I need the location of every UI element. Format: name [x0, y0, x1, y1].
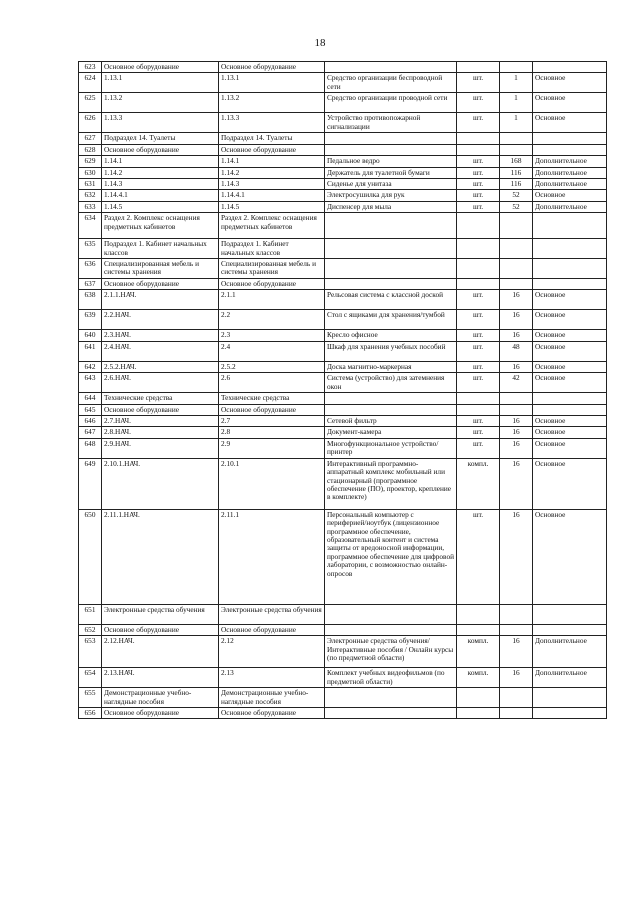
table-row	[79, 278, 607, 289]
type-cell	[533, 604, 607, 624]
type-cell: Основное	[533, 373, 607, 393]
code-cell: 1.13.3	[102, 113, 219, 133]
unit-cell: шт.	[457, 427, 500, 438]
type-cell: Основное	[533, 290, 607, 310]
unit-cell	[457, 144, 500, 155]
type-cell	[533, 239, 607, 259]
row-number: 652	[79, 624, 102, 635]
table-row	[79, 144, 607, 155]
type-cell: Основное	[533, 458, 607, 509]
quantity-cell	[500, 62, 533, 73]
code2-cell: 1.14.5	[219, 201, 325, 212]
table-row	[79, 668, 607, 688]
item-name-cell: Персональный компьютер с периферией/ноутбук (лицензионное программное обеспечение, образовательный контент и система защиты от вредоносной информации, программное обеспечение для цифровой лаборатории, с возможностью онлайн-опросов	[325, 509, 457, 604]
code-cell: 2.2.НАЧ.	[102, 310, 219, 330]
item-name-cell: Кресло офисное	[325, 330, 457, 341]
quantity-cell: 16	[500, 310, 533, 330]
unit-cell	[457, 604, 500, 624]
item-name-cell	[325, 133, 457, 144]
unit-cell: шт.	[457, 167, 500, 178]
code-cell: 1.14.5	[102, 201, 219, 212]
code2-cell: Подраздел 1. Кабинет начальных классов	[219, 239, 325, 259]
quantity-cell: 1	[500, 73, 533, 93]
unit-cell: шт.	[457, 201, 500, 212]
code2-cell: Раздел 2. Комплекс оснащения предметных кабинетов	[219, 213, 325, 239]
table-row	[79, 688, 607, 708]
type-cell	[533, 133, 607, 144]
type-cell	[533, 404, 607, 415]
unit-cell	[457, 213, 500, 239]
row-number: 631	[79, 179, 102, 190]
code2-cell: 2.2	[219, 310, 325, 330]
unit-cell	[457, 707, 500, 718]
unit-cell: шт.	[457, 113, 500, 133]
item-name-cell: Комплект учебных видеофильмов (по предметной области)	[325, 668, 457, 688]
unit-cell: шт.	[457, 310, 500, 330]
code2-cell: 2.7	[219, 415, 325, 426]
item-name-cell: Устройство противопожарной сигнализации	[325, 113, 457, 133]
code-cell: Подраздел 14. Туалеты	[102, 133, 219, 144]
code-cell: 2.13.НАЧ.	[102, 668, 219, 688]
code2-cell: Основное оборудование	[219, 144, 325, 155]
quantity-cell: 16	[500, 330, 533, 341]
item-name-cell	[325, 144, 457, 155]
unit-cell	[457, 688, 500, 708]
code2-cell: Технические средства	[219, 393, 325, 404]
item-name-cell	[325, 688, 457, 708]
table-row	[79, 113, 607, 133]
unit-cell: шт.	[457, 73, 500, 93]
item-name-cell	[325, 707, 457, 718]
table-row	[79, 438, 607, 458]
quantity-cell	[500, 278, 533, 289]
type-cell: Основное	[533, 310, 607, 330]
item-name-cell: Средство организации проводной сети	[325, 93, 457, 113]
item-name-cell: Документ-камера	[325, 427, 457, 438]
code2-cell: 2.11.1	[219, 509, 325, 604]
item-name-cell: Педальное ведро	[325, 156, 457, 167]
quantity-cell	[500, 624, 533, 635]
row-number: 642	[79, 361, 102, 372]
code-cell: Электронные средства обучения	[102, 604, 219, 624]
row-number: 655	[79, 688, 102, 708]
unit-cell: шт.	[457, 290, 500, 310]
unit-cell	[457, 393, 500, 404]
unit-cell	[457, 259, 500, 279]
quantity-cell: 16	[500, 290, 533, 310]
code2-cell: 1.14.3	[219, 179, 325, 190]
quantity-cell: 168	[500, 156, 533, 167]
code-cell: 1.14.2	[102, 167, 219, 178]
code-cell: Основное оборудование	[102, 707, 219, 718]
table-row	[79, 310, 607, 330]
row-number: 648	[79, 438, 102, 458]
type-cell: Основное	[533, 330, 607, 341]
row-number: 623	[79, 62, 102, 73]
code2-cell: Основное оборудование	[219, 278, 325, 289]
table-row	[79, 341, 607, 361]
row-number: 627	[79, 133, 102, 144]
unit-cell: шт.	[457, 415, 500, 426]
item-name-cell	[325, 624, 457, 635]
table-row	[79, 404, 607, 415]
row-number: 646	[79, 415, 102, 426]
table-row	[79, 509, 607, 604]
type-cell: Основное	[533, 113, 607, 133]
row-number: 640	[79, 330, 102, 341]
quantity-cell	[500, 259, 533, 279]
type-cell: Основное	[533, 427, 607, 438]
row-number: 656	[79, 707, 102, 718]
table-body	[79, 62, 607, 719]
table-row	[79, 73, 607, 93]
code2-cell: Основное оборудование	[219, 624, 325, 635]
type-cell	[533, 144, 607, 155]
unit-cell	[457, 278, 500, 289]
type-cell: Дополнительное	[533, 668, 607, 688]
code2-cell: Основное оборудование	[219, 62, 325, 73]
table-row	[79, 330, 607, 341]
unit-cell: шт.	[457, 93, 500, 113]
table-row	[79, 259, 607, 279]
quantity-cell: 16	[500, 438, 533, 458]
unit-cell: шт.	[457, 341, 500, 361]
row-number: 638	[79, 290, 102, 310]
table-row	[79, 179, 607, 190]
page-number: 18	[314, 37, 326, 49]
type-cell	[533, 62, 607, 73]
table-row	[79, 393, 607, 404]
table-row	[79, 373, 607, 393]
table-row	[79, 190, 607, 201]
quantity-cell	[500, 213, 533, 239]
quantity-cell: 1	[500, 93, 533, 113]
unit-cell	[457, 404, 500, 415]
equipment-table	[78, 61, 607, 719]
code2-cell: 2.10.1	[219, 458, 325, 509]
row-number: 626	[79, 113, 102, 133]
item-name-cell: Многофункциональное устройство/принтер	[325, 438, 457, 458]
unit-cell: шт.	[457, 156, 500, 167]
item-name-cell: Сетевой фильтр	[325, 415, 457, 426]
quantity-cell	[500, 144, 533, 155]
quantity-cell	[500, 404, 533, 415]
quantity-cell	[500, 133, 533, 144]
unit-cell: компл.	[457, 668, 500, 688]
code-cell: Раздел 2. Комплекс оснащения предметных кабинетов	[102, 213, 219, 239]
row-number: 628	[79, 144, 102, 155]
code-cell: Основное оборудование	[102, 624, 219, 635]
item-name-cell: Электросушилка для рук	[325, 190, 457, 201]
code-cell: Подраздел 1. Кабинет начальных классов	[102, 239, 219, 259]
row-number: 645	[79, 404, 102, 415]
code2-cell: 2.4	[219, 341, 325, 361]
quantity-cell	[500, 239, 533, 259]
unit-cell: шт.	[457, 361, 500, 372]
item-name-cell: Электронные средства обучения/Интерактивные пособия / Онлайн курсы (по предметной области)	[325, 636, 457, 668]
code-cell: 2.4.НАЧ.	[102, 341, 219, 361]
unit-cell: компл.	[457, 458, 500, 509]
row-number: 625	[79, 93, 102, 113]
item-name-cell	[325, 604, 457, 624]
quantity-cell: 52	[500, 201, 533, 212]
type-cell: Основное	[533, 415, 607, 426]
code-cell: Основное оборудование	[102, 278, 219, 289]
quantity-cell: 116	[500, 167, 533, 178]
row-number: 634	[79, 213, 102, 239]
code-cell: Основное оборудование	[102, 144, 219, 155]
quantity-cell: 16	[500, 427, 533, 438]
quantity-cell	[500, 688, 533, 708]
code-cell: Технические средства	[102, 393, 219, 404]
item-name-cell: Интерактивный программно-аппаратный комплекс мобильный или стационарный (программное обеспечение (ПО), проектор, крепление в комплекте)	[325, 458, 457, 509]
quantity-cell	[500, 393, 533, 404]
code-cell: Специализированная мебель и системы хранения	[102, 259, 219, 279]
row-number: 647	[79, 427, 102, 438]
quantity-cell: 16	[500, 458, 533, 509]
type-cell: Дополнительное	[533, 167, 607, 178]
table-row	[79, 415, 607, 426]
row-number: 641	[79, 341, 102, 361]
item-name-cell: Сиденье для унитаза	[325, 179, 457, 190]
unit-cell: шт.	[457, 509, 500, 604]
code2-cell: Демонстрационные учебно-наглядные пособия	[219, 688, 325, 708]
code-cell: Демонстрационные учебно-наглядные пособия	[102, 688, 219, 708]
code-cell: 2.6.НАЧ.	[102, 373, 219, 393]
quantity-cell: 16	[500, 668, 533, 688]
table-row	[79, 636, 607, 668]
code2-cell: 2.6	[219, 373, 325, 393]
row-number: 651	[79, 604, 102, 624]
code-cell: 2.7.НАЧ.	[102, 415, 219, 426]
code2-cell: 1.14.4.1	[219, 190, 325, 201]
table-row	[79, 156, 607, 167]
row-number: 636	[79, 259, 102, 279]
unit-cell: шт.	[457, 438, 500, 458]
code-cell: 1.14.3	[102, 179, 219, 190]
item-name-cell	[325, 393, 457, 404]
code-cell: 2.9.НАЧ.	[102, 438, 219, 458]
quantity-cell: 116	[500, 179, 533, 190]
code-cell: 2.3.НАЧ.	[102, 330, 219, 341]
item-name-cell	[325, 259, 457, 279]
type-cell	[533, 213, 607, 239]
quantity-cell	[500, 707, 533, 718]
code-cell: 1.14.1	[102, 156, 219, 167]
type-cell: Дополнительное	[533, 201, 607, 212]
code2-cell: 1.13.2	[219, 93, 325, 113]
code-cell: 1.13.1	[102, 73, 219, 93]
type-cell	[533, 688, 607, 708]
table-row	[79, 707, 607, 718]
code2-cell: Специализированная мебель и системы хранения	[219, 259, 325, 279]
type-cell: Дополнительное	[533, 636, 607, 668]
quantity-cell	[500, 604, 533, 624]
row-number: 653	[79, 636, 102, 668]
item-name-cell: Рельсовая система с классной доской	[325, 290, 457, 310]
code2-cell: 2.3	[219, 330, 325, 341]
type-cell: Дополнительное	[533, 156, 607, 167]
code2-cell: Основное оборудование	[219, 707, 325, 718]
row-number: 644	[79, 393, 102, 404]
item-name-cell: Средство организации беспроводной сети	[325, 73, 457, 93]
type-cell	[533, 259, 607, 279]
unit-cell: шт.	[457, 330, 500, 341]
unit-cell	[457, 62, 500, 73]
table-row	[79, 290, 607, 310]
row-number: 650	[79, 509, 102, 604]
code-cell: 2.11.1.НАЧ.	[102, 509, 219, 604]
code2-cell: 2.13	[219, 668, 325, 688]
row-number: 632	[79, 190, 102, 201]
item-name-cell: Система (устройство) для затемнения окон	[325, 373, 457, 393]
item-name-cell	[325, 404, 457, 415]
unit-cell	[457, 239, 500, 259]
unit-cell: шт.	[457, 373, 500, 393]
row-number: 633	[79, 201, 102, 212]
type-cell	[533, 624, 607, 635]
unit-cell	[457, 624, 500, 635]
code2-cell: Электронные средства обучения	[219, 604, 325, 624]
row-number: 654	[79, 668, 102, 688]
quantity-cell: 16	[500, 509, 533, 604]
table-row	[79, 201, 607, 212]
item-name-cell: Диспенсер для мыла	[325, 201, 457, 212]
code2-cell: 2.8	[219, 427, 325, 438]
table-row	[79, 458, 607, 509]
row-number: 629	[79, 156, 102, 167]
table-row	[79, 361, 607, 372]
type-cell: Основное	[533, 73, 607, 93]
type-cell: Основное	[533, 190, 607, 201]
item-name-cell: Держатель для туалетной бумаги	[325, 167, 457, 178]
code-cell: 2.12.НАЧ.	[102, 636, 219, 668]
row-number: 643	[79, 373, 102, 393]
code2-cell: 2.9	[219, 438, 325, 458]
quantity-cell: 1	[500, 113, 533, 133]
unit-cell	[457, 133, 500, 144]
type-cell: Основное	[533, 93, 607, 113]
code-cell: 2.8.НАЧ.	[102, 427, 219, 438]
table-row	[79, 239, 607, 259]
item-name-cell: Стол с ящиками для хранения/тумбой	[325, 310, 457, 330]
item-name-cell	[325, 239, 457, 259]
type-cell	[533, 278, 607, 289]
unit-cell: шт.	[457, 190, 500, 201]
type-cell	[533, 393, 607, 404]
unit-cell: шт.	[457, 179, 500, 190]
type-cell: Дополнительное	[533, 179, 607, 190]
table-row	[79, 604, 607, 624]
row-number: 630	[79, 167, 102, 178]
table-row	[79, 93, 607, 113]
row-number: 635	[79, 239, 102, 259]
table-row	[79, 213, 607, 239]
table-row	[79, 167, 607, 178]
code2-cell: 1.13.3	[219, 113, 325, 133]
row-number: 649	[79, 458, 102, 509]
type-cell: Основное	[533, 361, 607, 372]
item-name-cell	[325, 213, 457, 239]
code2-cell: Основное оборудование	[219, 404, 325, 415]
type-cell: Основное	[533, 341, 607, 361]
table-row	[79, 62, 607, 73]
row-number: 639	[79, 310, 102, 330]
unit-cell: компл.	[457, 636, 500, 668]
type-cell: Основное	[533, 509, 607, 604]
item-name-cell	[325, 278, 457, 289]
table-row	[79, 427, 607, 438]
code2-cell: 1.14.2	[219, 167, 325, 178]
quantity-cell: 16	[500, 361, 533, 372]
type-cell: Основное	[533, 438, 607, 458]
table-row	[79, 624, 607, 635]
code2-cell: 2.1.1	[219, 290, 325, 310]
quantity-cell: 16	[500, 415, 533, 426]
code-cell: 2.1.1.НАЧ.	[102, 290, 219, 310]
quantity-cell: 42	[500, 373, 533, 393]
item-name-cell: Шкаф для хранения учебных пособий	[325, 341, 457, 361]
code-cell: 1.14.4.1	[102, 190, 219, 201]
code-cell: 2.5.2.НАЧ.	[102, 361, 219, 372]
code2-cell: 1.14.1	[219, 156, 325, 167]
code-cell: Основное оборудование	[102, 404, 219, 415]
code2-cell: 2.12	[219, 636, 325, 668]
item-name-cell	[325, 62, 457, 73]
type-cell	[533, 707, 607, 718]
item-name-cell: Доска магнитно-маркерная	[325, 361, 457, 372]
code2-cell: Подраздел 14. Туалеты	[219, 133, 325, 144]
table-row	[79, 133, 607, 144]
code-cell: Основное оборудование	[102, 62, 219, 73]
code-cell: 2.10.1.НАЧ.	[102, 458, 219, 509]
code-cell: 1.13.2	[102, 93, 219, 113]
quantity-cell: 16	[500, 636, 533, 668]
code2-cell: 2.5.2	[219, 361, 325, 372]
quantity-cell: 52	[500, 190, 533, 201]
quantity-cell: 48	[500, 341, 533, 361]
row-number: 624	[79, 73, 102, 93]
code2-cell: 1.13.1	[219, 73, 325, 93]
row-number: 637	[79, 278, 102, 289]
